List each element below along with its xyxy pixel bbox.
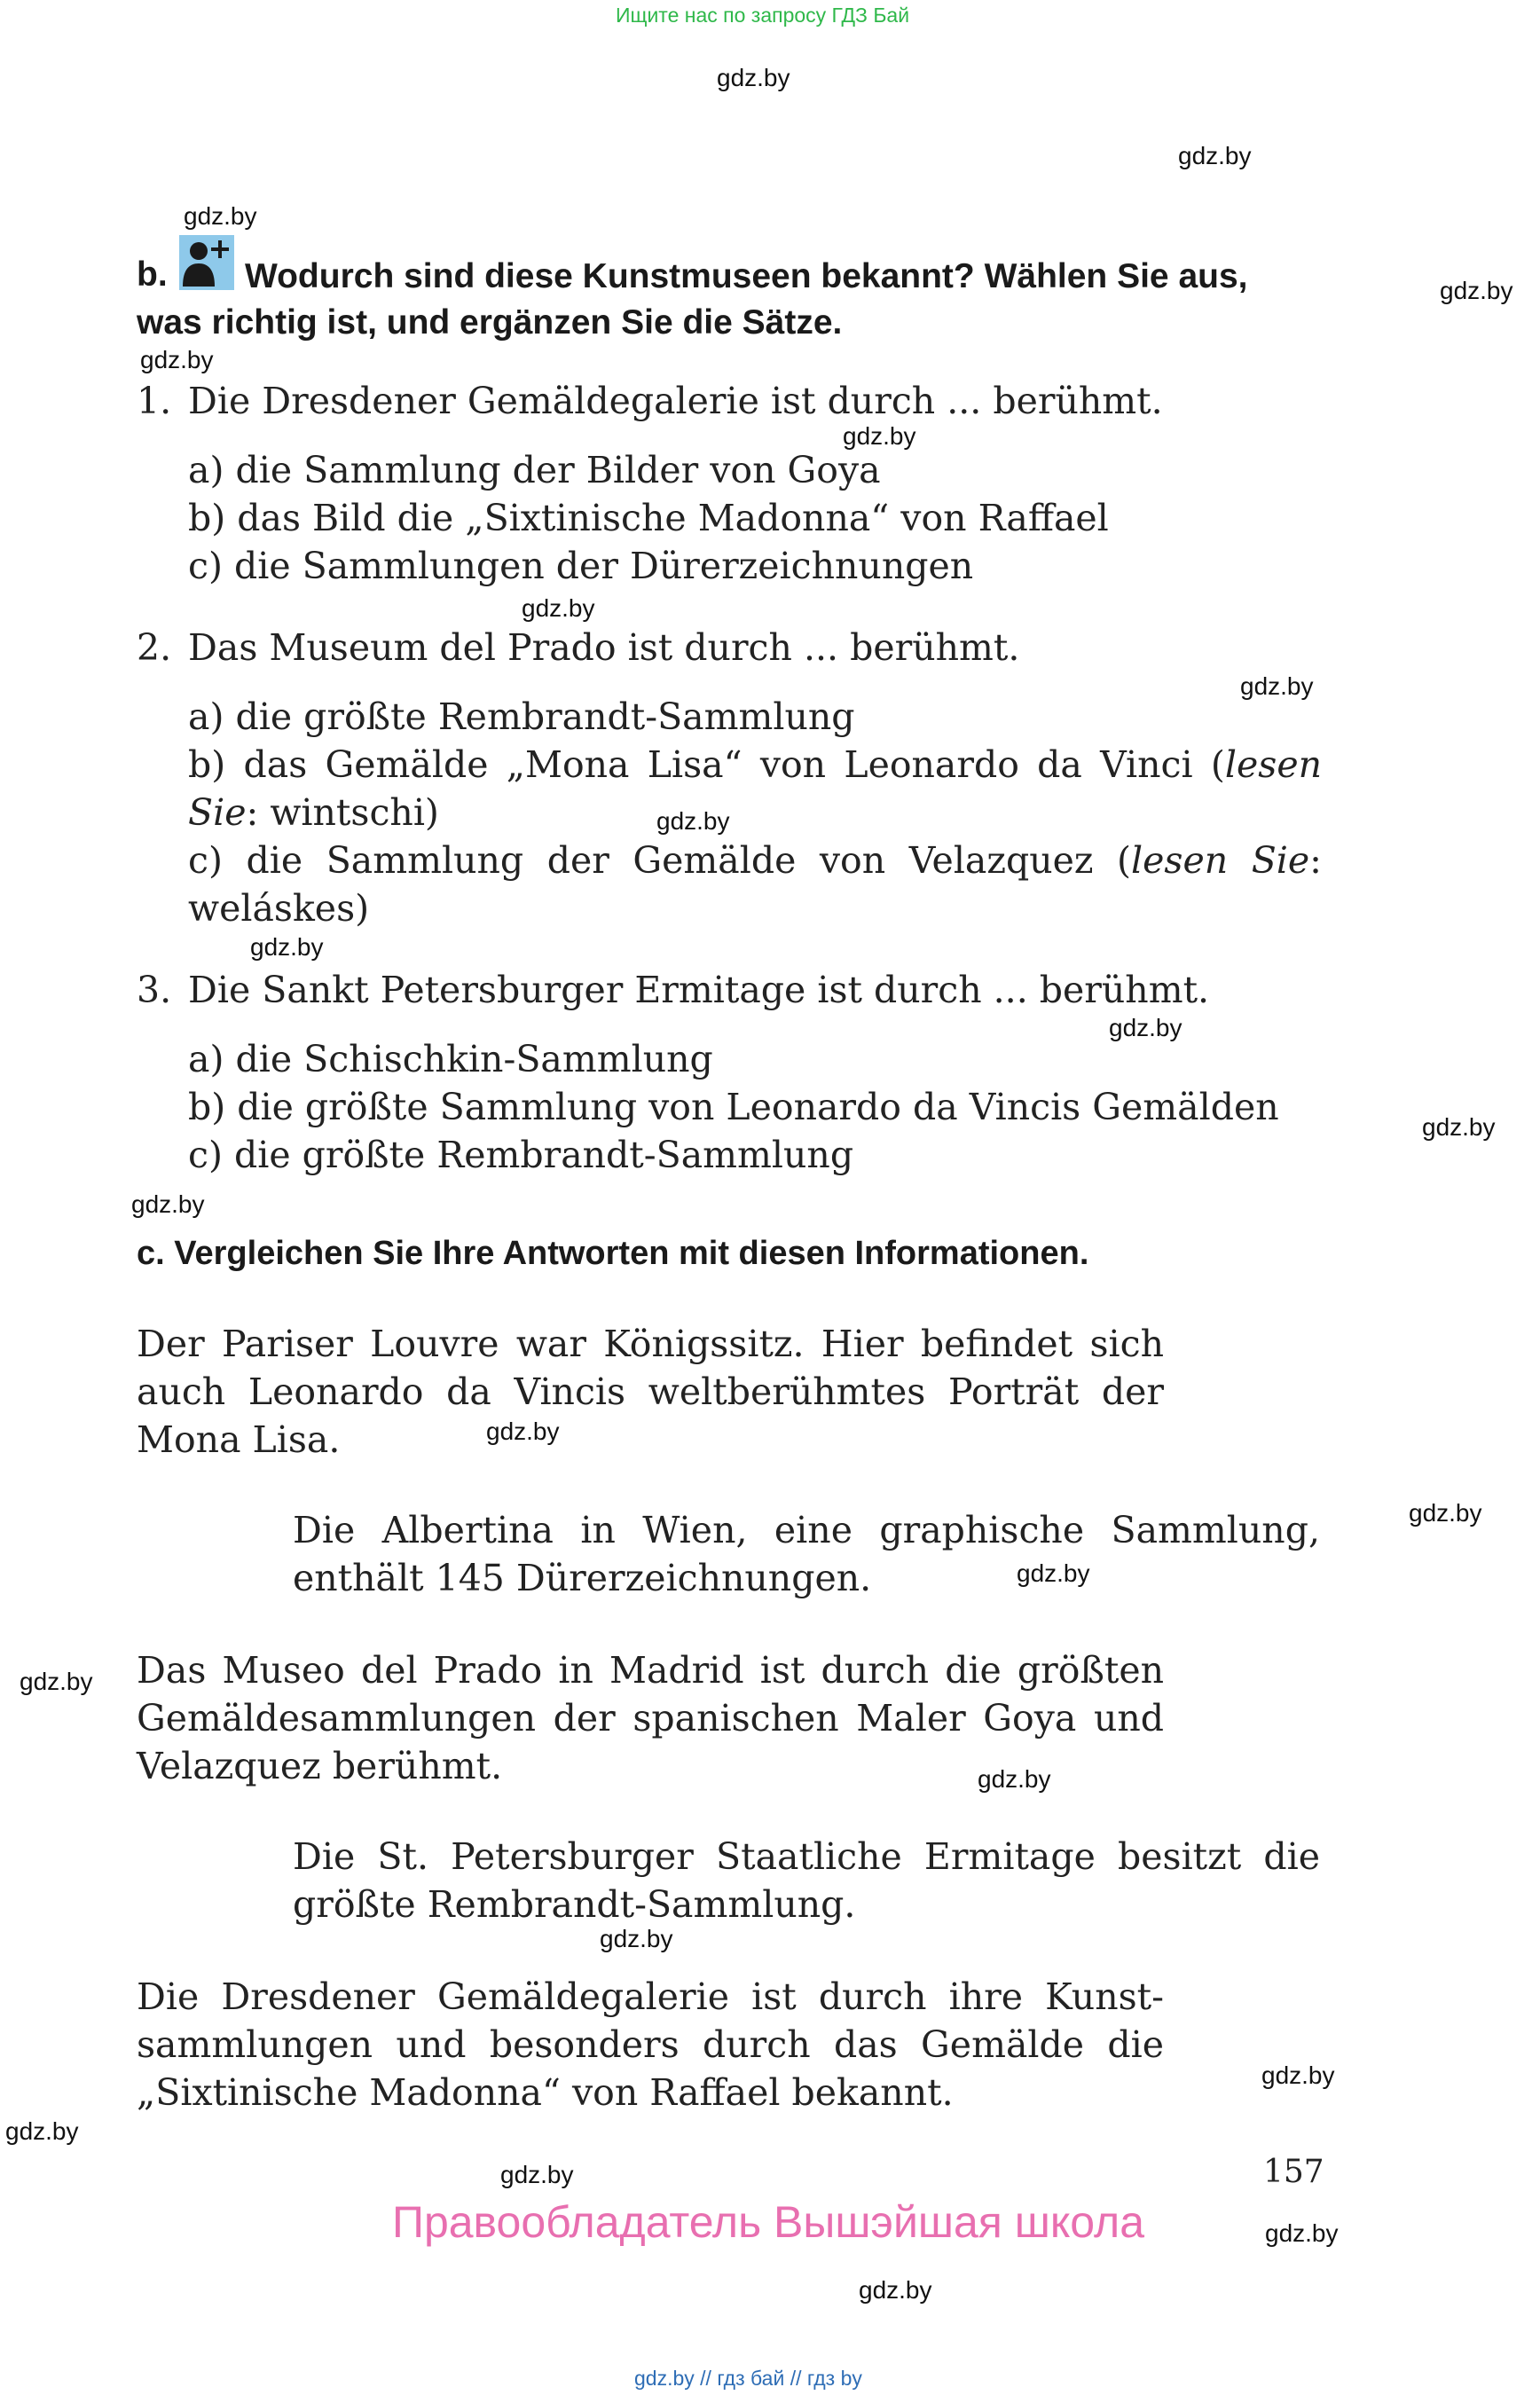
watermark: gdz.by bbox=[1409, 1499, 1482, 1527]
watermark: gdz.by bbox=[522, 594, 595, 622]
watermark: gdz.by bbox=[140, 346, 214, 373]
watermark: gdz.by bbox=[717, 64, 790, 91]
copyright-notice: Правообладатель Вышэйшая школа bbox=[392, 2197, 1144, 2247]
watermark: gdz.by bbox=[250, 933, 324, 961]
watermark: gdz.by bbox=[184, 202, 257, 230]
page-number: 157 bbox=[1263, 2154, 1324, 2190]
task-c-heading: c. Vergleichen Sie Ihre Antworten mit diesen Informationen. bbox=[137, 1235, 1089, 1272]
answer-option: b) das Gemälde „Mona Lisa“ von Leonardo da Vinci (lesen bbox=[188, 743, 1322, 786]
question-number: 1. bbox=[137, 380, 172, 422]
answer-option: a) die Sammlung der Bilder von Goya bbox=[188, 449, 881, 491]
task-b-instruction-line1: Wodurch sind diese Kunstmuseen bekannt? Wählen Sie aus, bbox=[245, 257, 1248, 295]
task-b-letter: b. bbox=[137, 255, 168, 294]
watermark: gdz.by bbox=[500, 2161, 574, 2188]
watermark: gdz.by bbox=[131, 1190, 205, 1218]
question-number: 2. bbox=[137, 626, 172, 669]
watermark: gdz.by bbox=[843, 422, 916, 450]
answer-option: b) die größte Sammlung von Leonardo da Vincis Gemälden bbox=[188, 1086, 1279, 1128]
watermark: gdz.by bbox=[1440, 277, 1513, 304]
watermark: gdz.by bbox=[600, 1925, 673, 1952]
question-number: 3. bbox=[137, 969, 172, 1011]
answer-option-continued: weláskes) bbox=[188, 887, 370, 930]
answer-option: b) das Bild die „Sixtinische Madonna“ von Raffael bbox=[188, 497, 1109, 539]
watermark: gdz.by bbox=[1240, 672, 1314, 700]
info-paragraph-dresden: Die Dresdener Gemäldegalerie ist durch ihre Kunst- sammlungen und besonders durch das Gemälde die „Sixtinische Madonna“ von Raffael bekannt. bbox=[137, 1975, 1164, 2114]
watermark: gdz.by bbox=[978, 1765, 1051, 1793]
watermark: gdz.by bbox=[486, 1417, 560, 1445]
watermark: gdz.by bbox=[859, 2276, 932, 2304]
answer-option: c) die Sammlungen der Dürerzeichnungen bbox=[188, 545, 974, 587]
info-paragraph-albertina: Die Albertina in Wien, eine graphische Sammlung, enthält 145 Dürerzeichnungen. bbox=[293, 1509, 1320, 1599]
info-paragraph-prado: Das Museo del Prado in Madrid ist durch die größten Gemäldesammlungen der spanischen Maler Goya und Velazquez berühmt. bbox=[137, 1649, 1164, 1787]
answer-option: c) die größte Rembrandt-Sammlung bbox=[188, 1134, 854, 1176]
watermark: gdz.by bbox=[1265, 2219, 1339, 2247]
footer-links[interactable]: gdz.by // гдз бай // гдз by bbox=[634, 2367, 862, 2390]
answer-option: a) die Schischkin-Sammlung bbox=[188, 1038, 713, 1080]
question-text: Die Dresdener Gemäldegalerie ist durch ... berühmt. bbox=[188, 380, 1163, 422]
info-paragraph-louvre: Der Pariser Louvre war Königssitz. Hier befindet sich auch Leonardo da Vincis weltberühmtes Porträt der Mona Lisa. bbox=[137, 1323, 1164, 1461]
watermark: gdz.by bbox=[1178, 142, 1252, 169]
answer-option: c) die Sammlung der Gemälde von Velazquez (lesen Sie: bbox=[188, 839, 1322, 882]
watermark: gdz.by bbox=[1017, 1559, 1090, 1587]
watermark: gdz.by bbox=[20, 1668, 93, 1695]
top-search-link[interactable]: Ищите нас по запросу ГДЗ Бай bbox=[616, 4, 910, 27]
answer-option-continued: Sie: wintschi) bbox=[188, 791, 439, 834]
watermark: gdz.by bbox=[656, 807, 730, 835]
pair-work-icon bbox=[179, 235, 234, 290]
question-text: Das Museum del Prado ist durch ... berühmt. bbox=[188, 626, 1020, 669]
watermark: gdz.by bbox=[5, 2117, 79, 2145]
question-text: Die Sankt Petersburger Ermitage ist durch ... berühmt. bbox=[188, 969, 1210, 1011]
task-b-instruction-line2: was richtig ist, und ergänzen Sie die Sätze. bbox=[137, 303, 843, 342]
watermark: gdz.by bbox=[1422, 1113, 1496, 1141]
watermark: gdz.by bbox=[1261, 2061, 1335, 2089]
answer-option: a) die größte Rembrandt-Sammlung bbox=[188, 695, 855, 738]
watermark: gdz.by bbox=[1109, 1014, 1182, 1041]
info-paragraph-ermitage: Die St. Petersburger Staatliche Ermitage besitzt die größte Rembrandt-Sammlung. bbox=[293, 1835, 1320, 1926]
